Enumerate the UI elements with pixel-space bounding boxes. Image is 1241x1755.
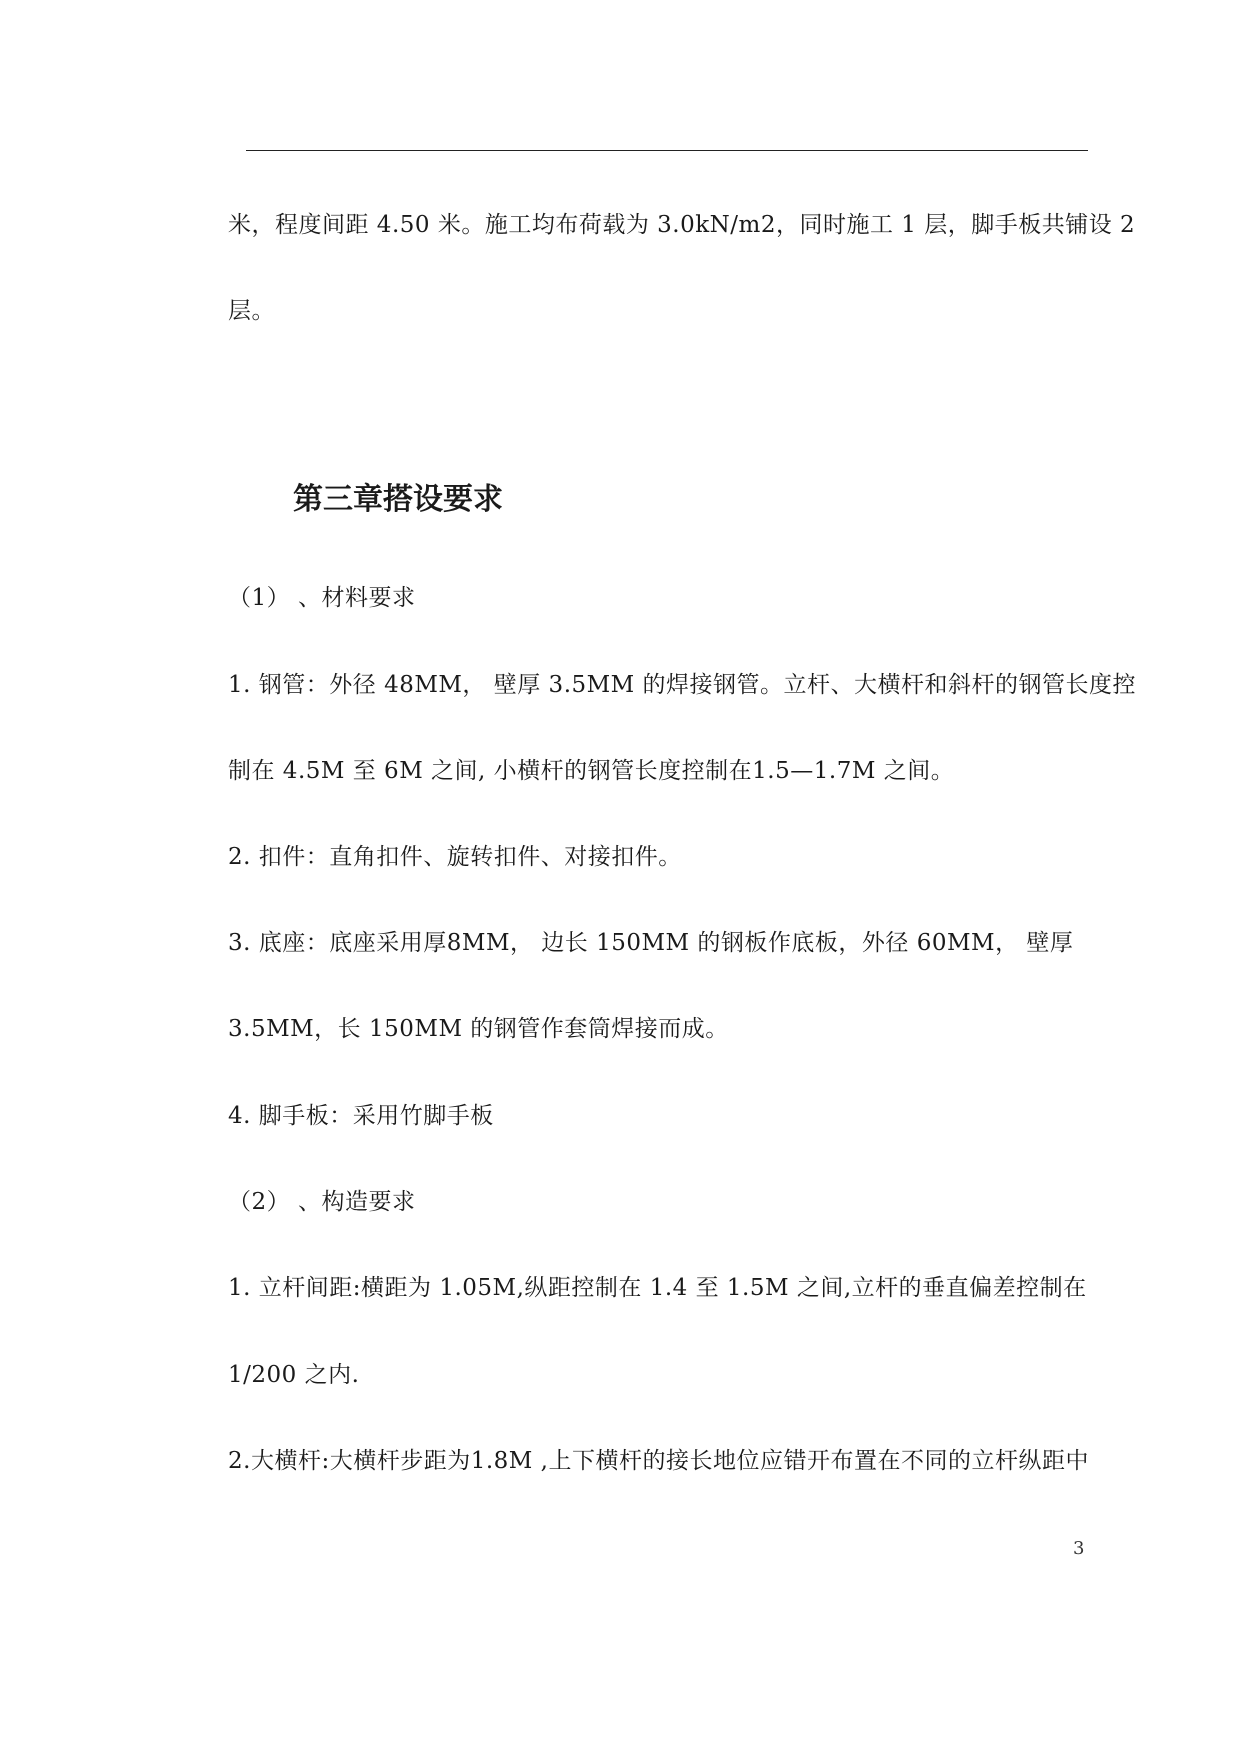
page-number: 3 [1073,1538,1085,1559]
list-item-fasteners: 2. 扣件：直角扣件、旋转扣件、对接扣件。 [228,844,682,870]
body-line-1: 米，程度间距 4.50 米。施工均布荷载为 3.0kN/m2，同时施工 1 层，脚手板共铺设 2 [228,212,1136,238]
header-rule [246,150,1088,151]
section-heading-materials: （1） 、材料要求 [228,585,416,611]
list-item-base-line-2: 3.5MM，长 150MM 的钢管作套筒焊接而成。 [228,1016,729,1042]
list-item-pole-spacing-line-1: 1. 立杆间距:横距为 1.05M,纵距控制在 1.4 至 1.5M 之间,立杆的垂直偏差控制在 [228,1275,1087,1301]
chapter-title: 第三章搭设要求 [293,482,503,517]
list-item-steel-pipe-line-1: 1. 钢管：外径 48MM， 壁厚 3.5MM 的焊接钢管。立杆、大横杆和斜杆的钢管长度控 [228,672,1137,698]
list-item-pole-spacing-line-2: 1/200 之内. [228,1362,360,1388]
list-item-scaffold-board: 4. 脚手板：采用竹脚手板 [228,1103,494,1129]
list-item-ledger: 2.大横杆:大横杆步距为1.8M ,上下横杆的接长地位应错开布置在不同的立杆纵距中 [228,1448,1089,1474]
section-heading-structure: （2） 、构造要求 [228,1189,416,1215]
list-item-base-line-1: 3. 底座：底座采用厚8MM， 边长 150MM 的钢板作底板，外径 60MM， 壁厚 [228,930,1074,956]
list-item-steel-pipe-line-2: 制在 4.5M 至 6M 之间, 小横杆的钢管长度控制在1.5—1.7M 之间。 [228,758,955,784]
body-line-2: 层。 [228,298,275,324]
